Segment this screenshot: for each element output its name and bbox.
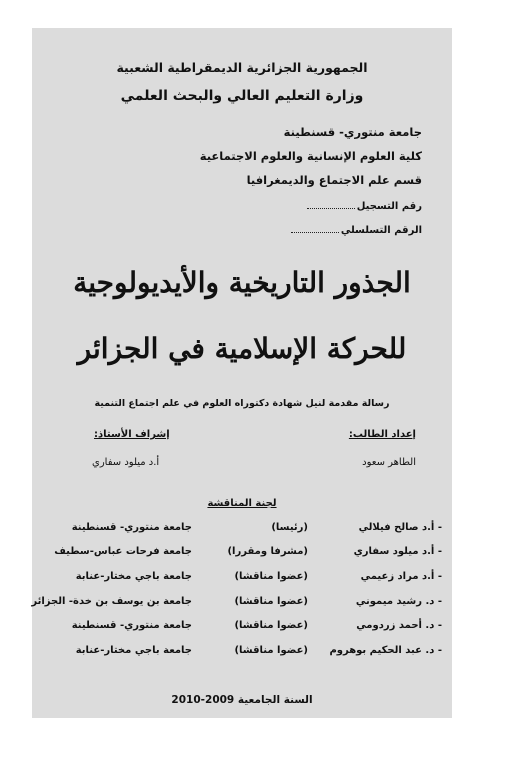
committee-row	[50, 571, 442, 591]
academic-year: السنة الجامعية 2009-2010	[171, 694, 313, 706]
university-name: جامعة منتوري- قسنطينة	[283, 125, 422, 139]
member-name: - د. رشيد ميموني	[355, 596, 442, 607]
supervisor-label: إشراف الأستاذ:	[94, 429, 170, 440]
serial-dots	[291, 224, 339, 233]
committee-row	[50, 620, 442, 640]
serial-label: الرقم التسلسلي	[340, 225, 422, 236]
member-university: جامعة منتوري- قسنطينة	[71, 522, 192, 533]
registration-dots	[307, 200, 355, 209]
member-university: جامعة بن يوسف بن خدة- الجزائر	[31, 596, 192, 607]
student-name: الطاهر سعود	[362, 457, 416, 468]
serial-field	[291, 224, 422, 236]
member-role: (رئيسا)	[271, 522, 308, 533]
member-role: (مشرفا ومقررا)	[227, 546, 308, 557]
member-name: - د. أحمد زردومي	[356, 620, 442, 631]
committee-heading: لجنة المناقشة	[207, 498, 277, 509]
thesis-statement: رسالة مقدمة لنيل شهادة دكتوراه العلوم في علم اجتماع التنمية	[94, 398, 390, 409]
ministry-heading: وزارة التعليم العالي والبحث العلمي	[120, 88, 364, 104]
registration-field	[307, 200, 422, 212]
member-name: - أ.د مراد زعيمي	[360, 571, 442, 582]
member-university: جامعة منتوري- قسنطينة	[71, 620, 192, 631]
registration-label: رقم التسجيل	[356, 201, 422, 212]
member-role: (عضوا مناقشا)	[234, 645, 308, 656]
prepared-by-label: إعداد الطالب:	[348, 429, 416, 440]
supervisor-name: أ.د ميلود سفاري	[92, 457, 160, 468]
committee-row	[50, 546, 442, 566]
member-name: - أ.د ميلود سفاري	[353, 546, 442, 557]
member-role: (عضوا مناقشا)	[234, 596, 308, 607]
committee-row	[50, 522, 442, 542]
member-role: (عضوا مناقشا)	[234, 620, 308, 631]
faculty-name: كلية العلوم الإنسانية والعلوم الاجتماعية	[199, 149, 422, 163]
member-name: - أ.د صالح فيلالي	[358, 522, 442, 533]
republic-heading: الجمهورية الجزائرية الديمقراطية الشعبية	[116, 60, 368, 75]
member-name: - د. عبد الحكيم بوهروم	[329, 645, 442, 656]
thesis-cover-page	[32, 28, 452, 718]
member-university: جامعة فرحات عباس-سطيف	[54, 546, 192, 557]
member-role: (عضوا مناقشا)	[234, 571, 308, 582]
committee-row	[31, 596, 442, 616]
department-name: قسم علم الاجتماع والديمغرافيا	[246, 173, 422, 187]
thesis-title-line2: للحركة الإسلامية في الجزائر	[77, 332, 407, 365]
member-university: جامعة باجي مختار-عنابة	[75, 571, 192, 582]
thesis-title-line1: الجذور التاريخية والأيديولوجية	[73, 266, 411, 299]
committee-row	[50, 645, 442, 665]
member-university: جامعة باجي مختار-عنابة	[75, 645, 192, 656]
